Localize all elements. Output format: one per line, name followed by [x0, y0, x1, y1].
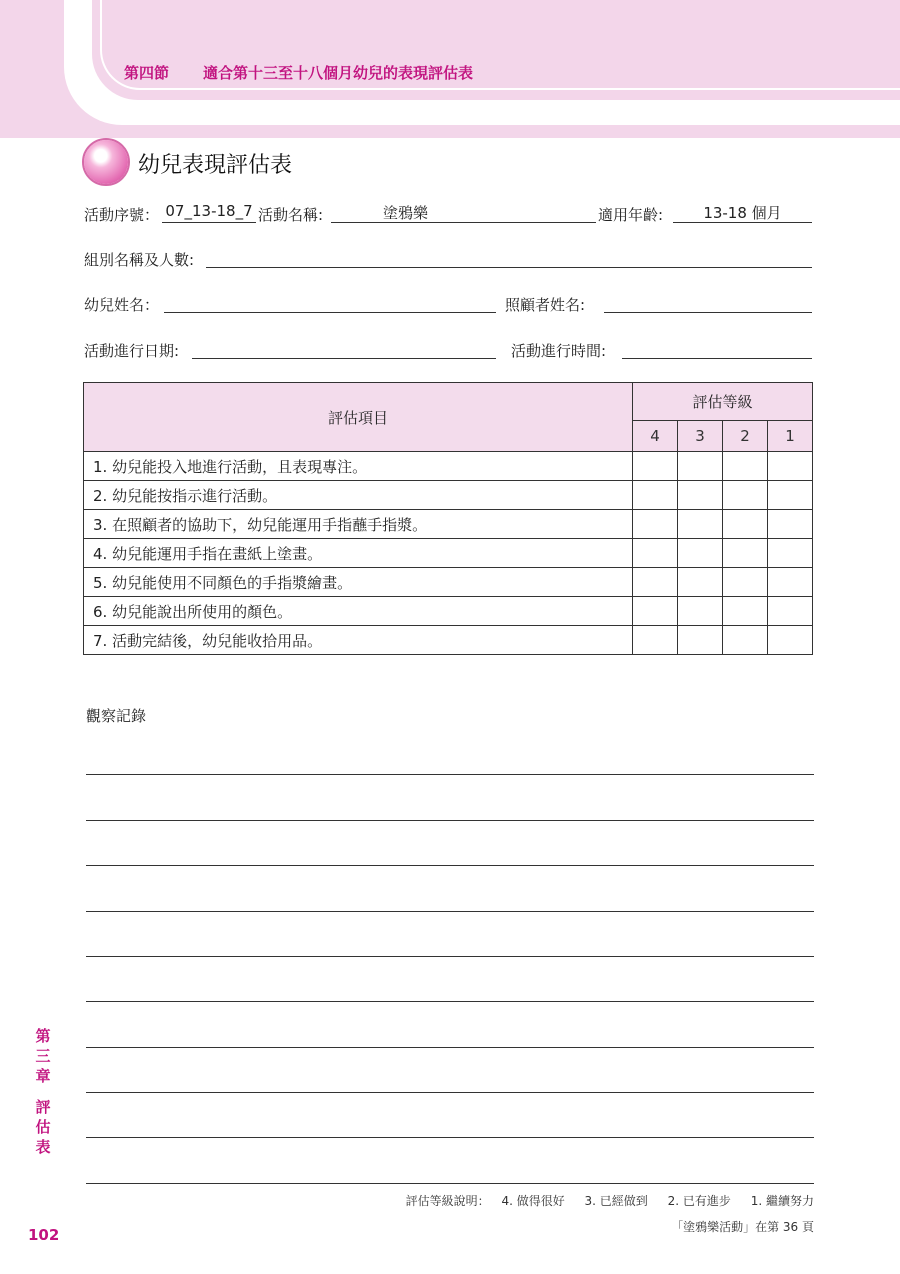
legend-lead: 評估等級說明： [405, 1194, 490, 1208]
grade-3-header: 3 [678, 421, 723, 452]
observation-line[interactable] [86, 1183, 814, 1184]
item-text: 4. 幼兒能運用手指在畫紙上塗畫。 [84, 539, 633, 568]
legend-item: 2. 已有進步 [667, 1194, 731, 1208]
sidebar-chapter: 第三章 [35, 1027, 51, 1085]
time-label: 活動進行時間: [511, 342, 607, 360]
observation-line[interactable] [86, 820, 814, 821]
item-text: 2. 幼兒能按指示進行活動。 [84, 481, 633, 510]
item-text: 6. 幼兒能說出所使用的顏色。 [84, 597, 633, 626]
grade-cell[interactable] [678, 452, 723, 481]
grade-cell[interactable] [768, 597, 813, 626]
table-row [84, 539, 813, 568]
observation-title: 觀察記錄 [86, 707, 147, 725]
grade-cell[interactable] [768, 539, 813, 568]
grade-cell[interactable] [633, 481, 678, 510]
grade-cell[interactable] [723, 510, 768, 539]
legend-item: 4. 做得很好 [501, 1194, 565, 1208]
grade-cell[interactable] [768, 510, 813, 539]
section-heading [124, 62, 473, 83]
group-label: 組別名稱及人數: [84, 251, 195, 269]
table-row [84, 626, 813, 655]
child-name-field[interactable] [164, 292, 496, 313]
grade-header: 評估等級 [633, 383, 813, 421]
activity-name-text: 塗鴉樂 [383, 204, 429, 222]
carer-name-field[interactable] [604, 292, 812, 313]
grade-legend [406, 1192, 814, 1209]
age-label: 適用年齡: [598, 206, 664, 224]
table-row [84, 597, 813, 626]
grade-cell[interactable] [678, 597, 723, 626]
grade-cell[interactable] [723, 568, 768, 597]
item-header: 評估項目 [84, 383, 633, 452]
child-name-label: 幼兒姓名： [84, 296, 160, 314]
table-row [84, 481, 813, 510]
observation-line[interactable] [86, 956, 814, 957]
grade-cell[interactable] [633, 626, 678, 655]
grade-cell[interactable] [678, 481, 723, 510]
group-field[interactable] [206, 247, 812, 268]
activity-name-value[interactable] [331, 202, 596, 223]
evaluation-table [83, 382, 813, 655]
grade-cell[interactable] [633, 452, 678, 481]
grade-cell[interactable] [678, 626, 723, 655]
observation-line[interactable] [86, 1092, 814, 1093]
item-text: 3. 在照顧者的協助下，幼兒能運用手指蘸手指漿。 [84, 510, 633, 539]
table-row [84, 568, 813, 597]
observation-line[interactable] [86, 774, 814, 775]
carer-name-label: 照顧者姓名: [505, 296, 586, 314]
page-number: 102 [28, 1226, 60, 1244]
grade-cell[interactable] [723, 597, 768, 626]
item-text: 7. 活動完結後，幼兒能收拾用品。 [84, 626, 633, 655]
legend-item: 1. 繼續努力 [750, 1194, 814, 1208]
grade-cell[interactable] [723, 481, 768, 510]
activity-name-label: 活動名稱: [258, 206, 324, 224]
grade-cell[interactable] [723, 539, 768, 568]
date-field[interactable] [192, 338, 496, 359]
grade-cell[interactable] [633, 568, 678, 597]
time-field[interactable] [622, 338, 812, 359]
grade-cell[interactable] [723, 626, 768, 655]
date-label: 活動進行日期: [84, 342, 180, 360]
grade-cell[interactable] [768, 626, 813, 655]
page-reference: 「塗鴉樂活動」在第 36 頁 [671, 1220, 814, 1234]
observation-line[interactable] [86, 1047, 814, 1048]
grade-cell[interactable] [633, 597, 678, 626]
grade-cell[interactable] [678, 539, 723, 568]
table-row [84, 452, 813, 481]
item-text: 1. 幼兒能投入地進行活動，且表現專注。 [84, 452, 633, 481]
section-title: 適合第十三至十八個月幼兒的表現評估表 [203, 64, 474, 82]
table-row [84, 510, 813, 539]
sidebar-section: 評估表 [35, 1098, 51, 1156]
grade-1-header: 1 [768, 421, 813, 452]
grade-cell[interactable] [633, 539, 678, 568]
grade-cell[interactable] [633, 510, 678, 539]
form-title: 幼兒表現評估表 [138, 153, 293, 178]
item-text: 5. 幼兒能使用不同顏色的手指漿繪畫。 [84, 568, 633, 597]
pink-bubble-icon [84, 140, 128, 184]
grade-cell[interactable] [678, 568, 723, 597]
grade-cell[interactable] [768, 568, 813, 597]
observation-line[interactable] [86, 1001, 814, 1002]
observation-line[interactable] [86, 1137, 814, 1138]
grade-cell[interactable] [768, 481, 813, 510]
grade-cell[interactable] [768, 452, 813, 481]
activity-no-value[interactable]: 07_13-18_7 [162, 202, 256, 223]
section-number: 第四節 [124, 64, 170, 82]
observation-line[interactable] [86, 911, 814, 912]
age-value[interactable]: 13-18 個月 [673, 202, 812, 223]
grade-cell[interactable] [678, 510, 723, 539]
grade-cell[interactable] [723, 452, 768, 481]
legend-item: 3. 已經做到 [584, 1194, 648, 1208]
observation-line[interactable] [86, 865, 814, 866]
grade-4-header: 4 [633, 421, 678, 452]
grade-2-header: 2 [723, 421, 768, 452]
activity-no-label: 活動序號： [84, 206, 160, 224]
